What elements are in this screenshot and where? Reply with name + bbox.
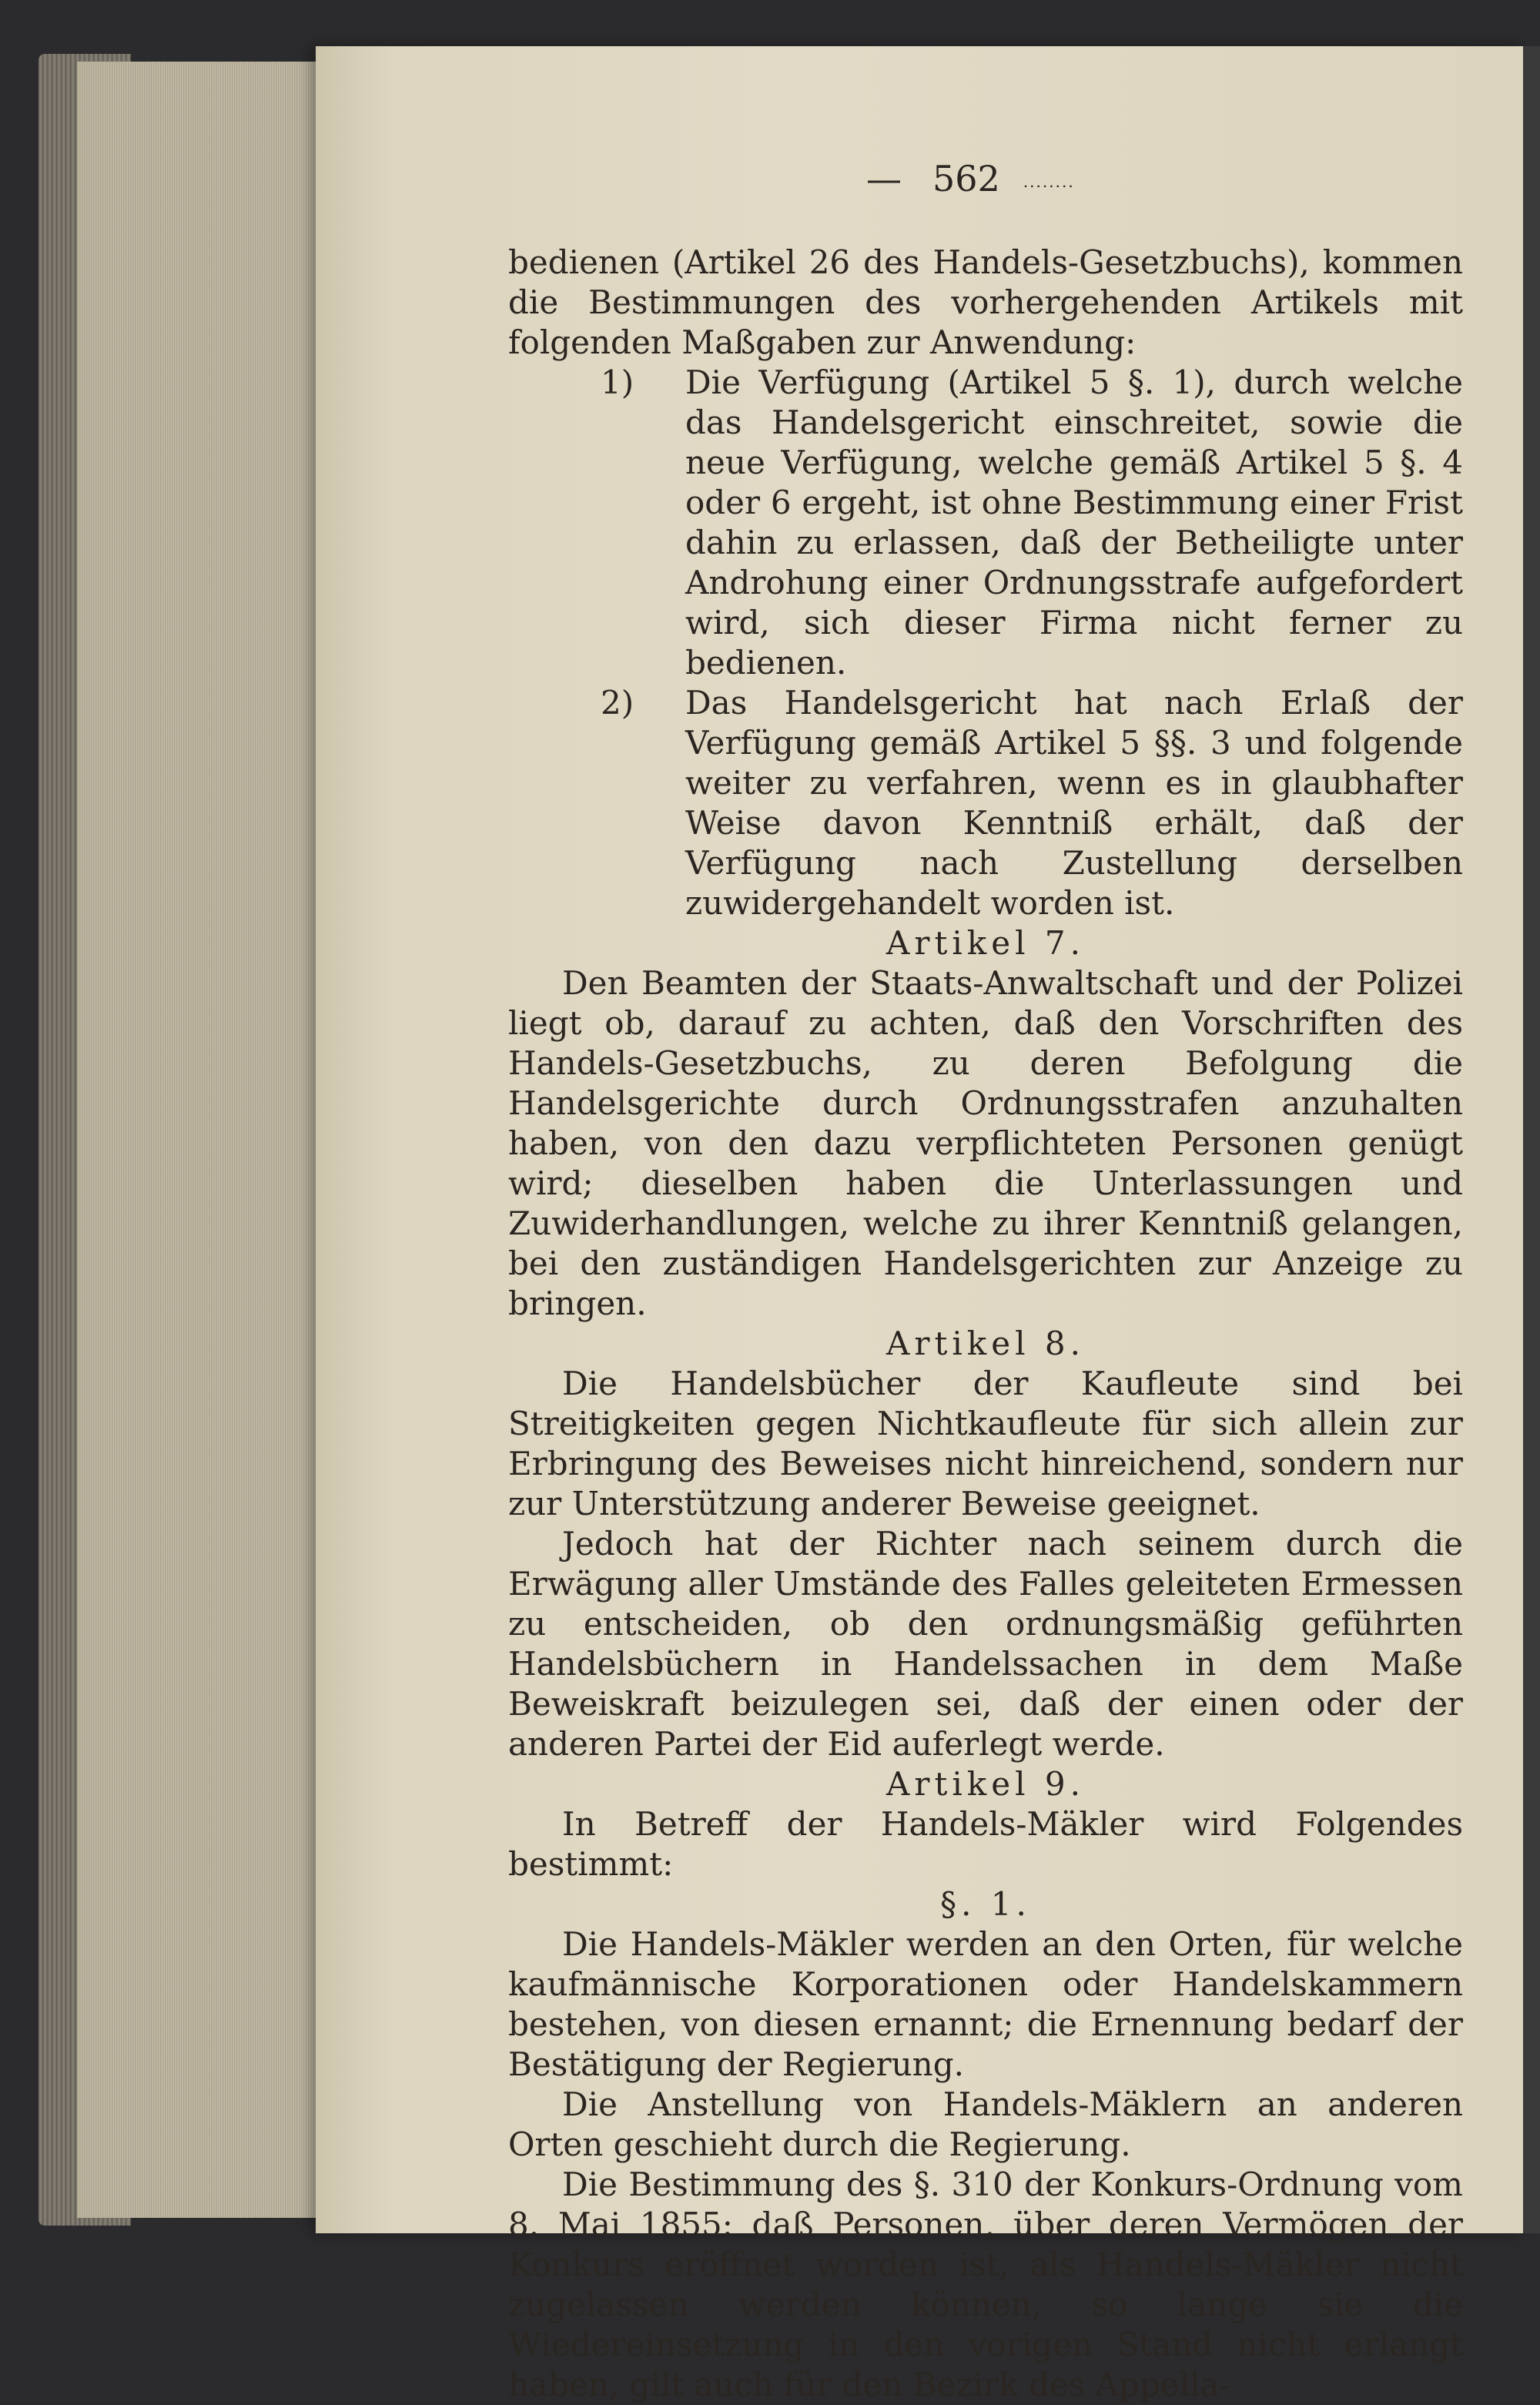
- section-1-paragraph-3: Die Bestimmung des §. 310 der Konkurs-Ordnung vom 8. Mai 1855: daß Personen, über deren Vermögen der Konkurs eröffnet worden ist, als Handels-Mäkler nicht zugelassen werden können, so lange sie die Wiedereinsetzung in den vorigen Stand nicht erlangt haben, gilt auch für den Bezirk des Appella-: [508, 2166, 1463, 2403]
- article-8-paragraph-1: Die Handelsbücher der Kaufleute sind bei Streitigkeiten gegen Nichtkaufleute für sich allein zur Erbringung des Beweises nicht hinreichend, sondern nur zur Unterstützung anderer Beweise geeignet.: [508, 1365, 1463, 1522]
- article-7-paragraph: Den Beamten der Staats-Anwaltschaft und der Polizei liegt ob, darauf zu achten, daß den Vorschriften des Handels-Gesetzbuchs, zu deren Befolgung die Handelsgerichte durch Ordnungsstrafen anzuhalten haben, von den dazu verpflichteten Personen genügt wird; dieselben haben die Unterlassungen und Zuwiderhandlungen, welche zu ihrer Kenntniß gelangen, bei den zuständigen Handelsgerichten zur Anzeige zu bringen.: [508, 964, 1463, 1322]
- article-7-heading: Artikel 7.: [886, 924, 1085, 962]
- article-9-intro: In Betreff der Handels-Mäkler wird Folgendes bestimmt:: [508, 1805, 1463, 1883]
- section-1-paragraph-1: Die Handels-Mäkler werden an den Orten, für welche kaufmännische Korporationen oder Handelskammern bestehen, von diesen ernannt; die Ernennung bedarf der Bestätigung der Regierung.: [508, 1925, 1463, 2083]
- section-1-heading: §. 1.: [940, 1885, 1031, 1923]
- section-1-paragraph-2: Die Anstellung von Handels-Mäklern an anderen Orten geschieht durch die Regierung.: [508, 2085, 1463, 2163]
- header-dots: ........: [1023, 173, 1075, 191]
- intro-paragraph: bedienen (Artikel 26 des Handels-Gesetzbuchs), kommen die Bestimmungen des vorhergehenden Artikels mit folgenden Maßgaben zur Anwendung:: [508, 243, 1463, 361]
- page-stack: [77, 62, 331, 2218]
- header-dash: —: [866, 158, 902, 199]
- article-8-paragraph-2: Jedoch hat der Richter nach seinem durch die Erwägung aller Umstände des Falles geleiteten Ermessen zu entscheiden, ob den ordnungsmäßig geführten Handelsbüchern in Handelssachen in dem Maße Beweiskraft beizulegen sei, daß der einen oder der anderen Partei der Eid auferlegt werde.: [508, 1525, 1463, 1763]
- list-item: [508, 363, 1463, 683]
- list-text: Die Verfügung (Artikel 5 §. 1), durch welche das Handelsgericht einschreitet, sowie die neue Verfügung, welche gemäß Artikel 5 §. 4 oder 6 ergeht, ist ohne Bestimmung einer Frist dahin zu erlassen, daß der Betheiligte unter Androhung einer Ordnungsstrafe aufgefordert wird, sich dieser Firma nicht ferner zu bedienen.: [685, 363, 1463, 682]
- list-number: 1): [601, 363, 634, 401]
- page-number: 562: [932, 158, 1000, 199]
- list-number: 2): [601, 684, 634, 722]
- article-8-heading: Artikel 8.: [886, 1325, 1085, 1362]
- right-binding-edge: [1523, 46, 1540, 2233]
- page-body: [508, 166, 1463, 2405]
- article-9-heading: Artikel 9.: [886, 1765, 1085, 1803]
- list-item: [508, 683, 1463, 923]
- list-text: Das Handelsgericht hat nach Erlaß der Verfügung gemäß Artikel 5 §§. 3 und folgende weiter zu verfahren, wenn es in glaubhafter Weise davon Kenntniß erhält, daß der Verfügung nach Zustellung derselben zuwidergehandelt worden ist.: [685, 684, 1463, 922]
